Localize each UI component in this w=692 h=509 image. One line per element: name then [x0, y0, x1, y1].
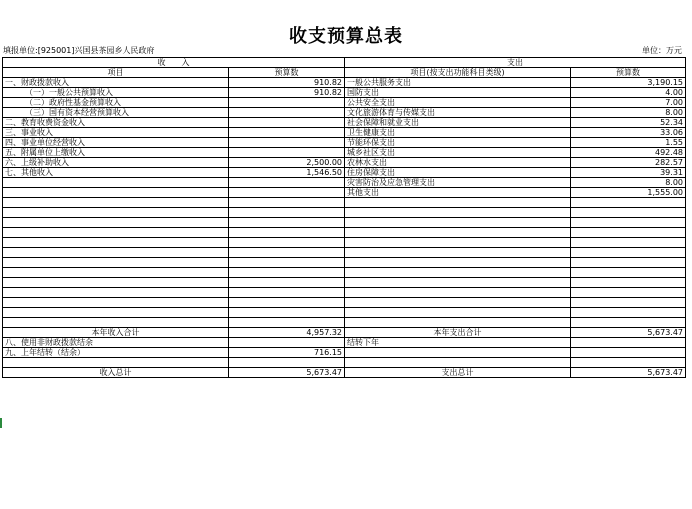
income-amount-cell[interactable]: [229, 98, 345, 108]
empty-cell[interactable]: [345, 218, 571, 228]
empty-cell[interactable]: [3, 228, 229, 238]
income-amount-cell[interactable]: [229, 108, 345, 118]
expense-amount-cell[interactable]: 8.00: [571, 108, 686, 118]
expense-amount-cell[interactable]: 7.00: [571, 98, 686, 108]
carry-forward-label[interactable]: 结转下年: [345, 338, 571, 348]
expense-total-label[interactable]: 本年支出合计: [345, 328, 571, 338]
empty-cell[interactable]: [345, 288, 571, 298]
income-item-cell[interactable]: 一、财政拨款收入: [3, 78, 229, 88]
column-header-row: [3, 68, 686, 78]
expense-total-value[interactable]: 5,673.47: [571, 328, 686, 338]
expense-item-cell[interactable]: 灾害防治及应急管理支出: [345, 178, 571, 188]
empty-cell[interactable]: [345, 228, 571, 238]
expense-grand-total-value[interactable]: 5,673.47: [571, 368, 686, 378]
empty-row: [3, 218, 686, 228]
table-row: [3, 158, 686, 168]
expense-amount-cell[interactable]: 8.00: [571, 178, 686, 188]
income-amount-cell[interactable]: 1,546.50: [229, 168, 345, 178]
empty-cell[interactable]: [229, 248, 345, 258]
income-amount-cell[interactable]: 910.82: [229, 78, 345, 88]
income-item-cell[interactable]: 五、附属单位上缴收入: [3, 148, 229, 158]
empty-cell[interactable]: [229, 278, 345, 288]
empty-row: [3, 248, 686, 258]
empty-cell[interactable]: [345, 258, 571, 268]
currency-unit-label: 单位：万元: [642, 46, 682, 55]
expense-amount-header[interactable]: 预算数: [571, 68, 686, 78]
empty-cell[interactable]: [571, 208, 686, 218]
nonfiscal-balance-value[interactable]: [229, 338, 345, 348]
empty-cell[interactable]: [571, 198, 686, 208]
spacer-row: [3, 358, 686, 368]
empty-cell[interactable]: [571, 288, 686, 298]
empty-cell[interactable]: [229, 258, 345, 268]
empty-cell[interactable]: [345, 238, 571, 248]
empty-cell[interactable]: [571, 318, 686, 328]
empty-cell[interactable]: [229, 228, 345, 238]
table-row: [3, 178, 686, 188]
income-item-cell[interactable]: 三、事业收入: [3, 128, 229, 138]
prior-year-label[interactable]: 九、上年结转（结余）: [3, 348, 229, 358]
expense-grand-total-label[interactable]: 支出总计: [345, 368, 571, 378]
income-item-cell[interactable]: 七、其他收入: [3, 168, 229, 178]
expense-amount-cell[interactable]: 1.55: [571, 138, 686, 148]
income-item-cell[interactable]: （三）国有资本经营预算收入: [3, 108, 229, 118]
empty-cell[interactable]: [3, 218, 229, 228]
expense-amount-cell[interactable]: 39.31: [571, 168, 686, 178]
income-grand-total-label[interactable]: 收入总计: [3, 368, 229, 378]
empty-row: [3, 298, 686, 308]
empty-cell[interactable]: [345, 278, 571, 288]
empty-cell[interactable]: [345, 348, 571, 358]
expense-item-cell[interactable]: 社会保障和就业支出: [345, 118, 571, 128]
income-amount-cell[interactable]: 910.82: [229, 88, 345, 98]
filing-unit-label: 填报单位:[925001]兴国县茶园乡人民政府: [3, 46, 155, 55]
income-amount-cell[interactable]: 2,500.00: [229, 158, 345, 168]
income-item-cell[interactable]: 六、上级补助收入: [3, 158, 229, 168]
expense-section-header[interactable]: 支出: [345, 58, 686, 68]
prior-year-row: [3, 348, 686, 358]
empty-row: [3, 238, 686, 248]
empty-row: [3, 258, 686, 268]
empty-cell[interactable]: [229, 298, 345, 308]
expense-amount-cell[interactable]: 3,190.15: [571, 78, 686, 88]
empty-cell[interactable]: [571, 268, 686, 278]
empty-cell[interactable]: [3, 358, 229, 368]
empty-cell[interactable]: [229, 198, 345, 208]
table-row: [3, 168, 686, 178]
table-row: [3, 78, 686, 88]
empty-cell[interactable]: [571, 228, 686, 238]
table-row: [3, 138, 686, 148]
empty-cell[interactable]: [345, 248, 571, 258]
nonfiscal-balance-row: [3, 338, 686, 348]
expense-amount-cell[interactable]: 492.48: [571, 148, 686, 158]
empty-row: [3, 268, 686, 278]
expense-item-cell[interactable]: 一般公共服务支出: [345, 78, 571, 88]
empty-cell[interactable]: [345, 358, 571, 368]
income-amount-cell[interactable]: [229, 148, 345, 158]
income-item-cell[interactable]: 四、事业单位经营收入: [3, 138, 229, 148]
expense-item-cell[interactable]: 农林水支出: [345, 158, 571, 168]
expense-amount-cell[interactable]: 1,555.00: [571, 188, 686, 198]
income-item-cell[interactable]: [3, 178, 229, 188]
table-row: [3, 88, 686, 98]
expense-item-header[interactable]: 项目(按支出功能科目类级): [345, 68, 571, 78]
income-total-label[interactable]: 本年收入合计: [3, 328, 229, 338]
empty-cell[interactable]: [345, 298, 571, 308]
empty-cell[interactable]: [229, 218, 345, 228]
expense-amount-cell[interactable]: 33.06: [571, 128, 686, 138]
table-row: [3, 98, 686, 108]
empty-row: [3, 208, 686, 218]
income-section-header[interactable]: 收 入: [3, 58, 345, 68]
expense-item-cell[interactable]: 卫生健康支出: [345, 128, 571, 138]
report-title: 收支预算总表: [289, 26, 403, 47]
empty-row: [3, 288, 686, 298]
expense-amount-cell[interactable]: 52.34: [571, 118, 686, 128]
income-total-value[interactable]: 4,957.32: [229, 328, 345, 338]
table-row: [3, 118, 686, 128]
income-amount-cell[interactable]: [229, 138, 345, 148]
empty-cell[interactable]: [571, 358, 686, 368]
budget-table: [2, 57, 686, 378]
expense-item-cell[interactable]: 文化旅游体育与传媒支出: [345, 108, 571, 118]
empty-cell[interactable]: [345, 208, 571, 218]
income-amount-cell[interactable]: [229, 188, 345, 198]
empty-cell[interactable]: [3, 278, 229, 288]
row-edge-marker: [0, 418, 2, 428]
income-amount-cell[interactable]: [229, 178, 345, 188]
table-row: [3, 108, 686, 118]
expense-item-cell[interactable]: 住房保障支出: [345, 168, 571, 178]
current-year-total-row: [3, 328, 686, 338]
empty-cell[interactable]: [571, 278, 686, 288]
empty-cell[interactable]: [3, 198, 229, 208]
empty-cell[interactable]: [3, 238, 229, 248]
empty-cell[interactable]: [229, 318, 345, 328]
section-header-row: [3, 58, 686, 68]
empty-cell[interactable]: [571, 218, 686, 228]
carry-forward-value[interactable]: [571, 338, 686, 348]
empty-cell[interactable]: [571, 258, 686, 268]
empty-cell[interactable]: [3, 208, 229, 218]
table-row: [3, 188, 686, 198]
prior-year-value[interactable]: 716.15: [229, 348, 345, 358]
income-item-cell[interactable]: （二）政府性基金预算收入: [3, 98, 229, 108]
empty-row: [3, 318, 686, 328]
expense-item-cell[interactable]: 节能环保支出: [345, 138, 571, 148]
empty-cell[interactable]: [345, 268, 571, 278]
empty-cell[interactable]: [3, 318, 229, 328]
empty-cell[interactable]: [571, 238, 686, 248]
empty-row: [3, 278, 686, 288]
empty-cell[interactable]: [571, 308, 686, 318]
empty-cell[interactable]: [571, 248, 686, 258]
empty-cell[interactable]: [345, 308, 571, 318]
income-amount-cell[interactable]: [229, 128, 345, 138]
income-item-cell[interactable]: （一）一般公共预算收入: [3, 88, 229, 98]
table-row: [3, 148, 686, 158]
empty-cell[interactable]: [3, 308, 229, 318]
empty-cell[interactable]: [571, 348, 686, 358]
empty-cell[interactable]: [229, 208, 345, 218]
expense-item-cell[interactable]: 城乡社区支出: [345, 148, 571, 158]
empty-cell[interactable]: [229, 358, 345, 368]
income-item-header[interactable]: 项目: [3, 68, 229, 78]
expense-amount-cell[interactable]: 4.00: [571, 88, 686, 98]
table-row: [3, 128, 686, 138]
expense-amount-cell[interactable]: 282.57: [571, 158, 686, 168]
empty-cell[interactable]: [3, 258, 229, 268]
empty-cell[interactable]: [3, 248, 229, 258]
expense-item-cell[interactable]: 国防支出: [345, 88, 571, 98]
income-item-cell[interactable]: 二、教育收费资金收入: [3, 118, 229, 128]
empty-cell[interactable]: [229, 268, 345, 278]
income-amount-cell[interactable]: [229, 118, 345, 128]
empty-row: [3, 308, 686, 318]
nonfiscal-balance-label[interactable]: 八、使用非财政拨款结余: [3, 338, 229, 348]
empty-row: [3, 198, 686, 208]
grand-total-row: [3, 368, 686, 378]
empty-cell[interactable]: [229, 288, 345, 298]
expense-item-cell[interactable]: 其他支出: [345, 188, 571, 198]
empty-cell[interactable]: [3, 268, 229, 278]
empty-cell[interactable]: [229, 238, 345, 248]
empty-row: [3, 228, 686, 238]
empty-cell[interactable]: [3, 288, 229, 298]
income-grand-total-value[interactable]: 5,673.47: [229, 368, 345, 378]
empty-cell[interactable]: [345, 318, 571, 328]
empty-cell[interactable]: [229, 308, 345, 318]
income-item-cell[interactable]: [3, 188, 229, 198]
empty-cell[interactable]: [571, 298, 686, 308]
expense-item-cell[interactable]: 公共安全支出: [345, 98, 571, 108]
income-amount-header[interactable]: 预算数: [229, 68, 345, 78]
empty-cell[interactable]: [345, 198, 571, 208]
empty-cell[interactable]: [3, 298, 229, 308]
